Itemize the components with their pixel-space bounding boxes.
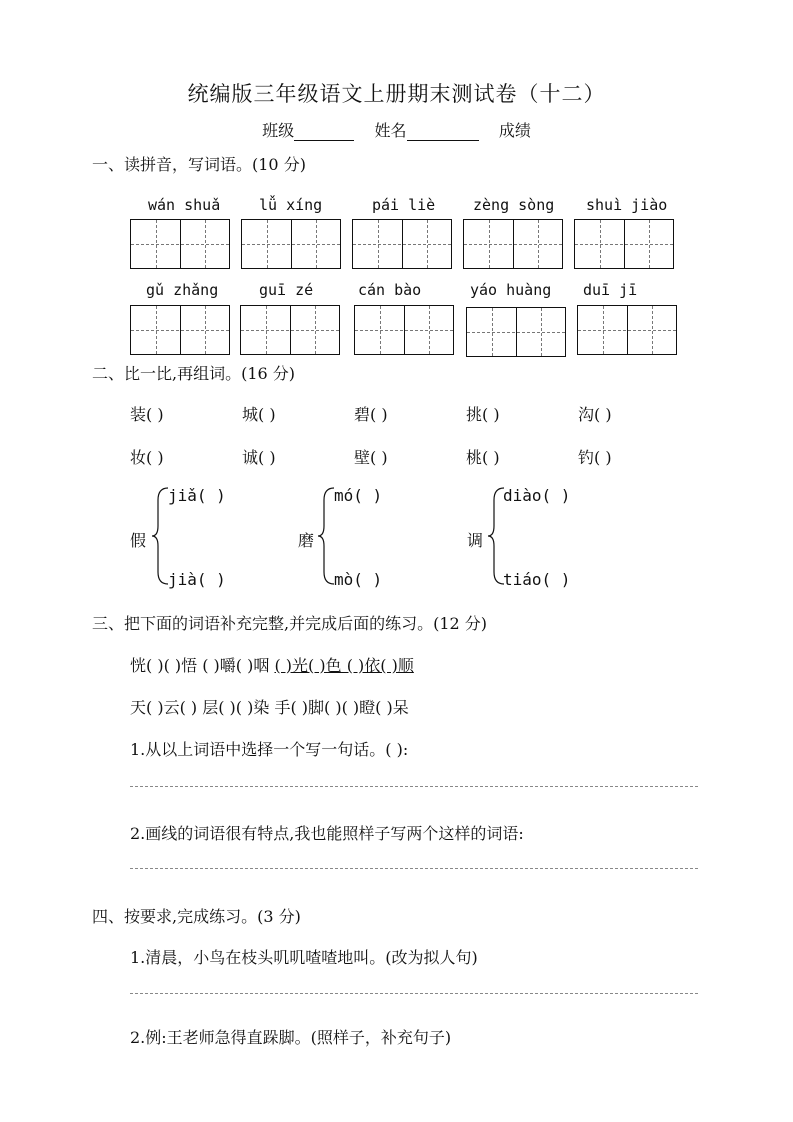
- writing-grid[interactable]: [130, 219, 230, 269]
- compare-item[interactable]: 诚( ): [242, 448, 276, 467]
- answer-line[interactable]: [130, 786, 698, 787]
- compare-item[interactable]: 桃( ): [466, 448, 500, 467]
- compare-item[interactable]: 碧( ): [354, 405, 388, 424]
- pinyin-label: gǔ zhǎng: [146, 281, 219, 299]
- compare-item[interactable]: 沟( ): [578, 405, 612, 424]
- class-label: 班级: [262, 121, 295, 140]
- pinyin-label: pái liè: [372, 196, 436, 214]
- polyphone-top[interactable]: mó( ): [334, 486, 383, 505]
- question-3-2: 2.画线的词语很有特点,我也能照样子写两个这样的词语:: [130, 824, 524, 843]
- compare-item[interactable]: 城( ): [242, 405, 276, 424]
- compare-item[interactable]: 妆( ): [130, 448, 164, 467]
- class-field[interactable]: [294, 124, 354, 141]
- question-4-2: 2.例:王老师急得直跺脚。(照样子，补充句子): [130, 1028, 452, 1047]
- polyphone-top[interactable]: jiǎ( ): [168, 486, 226, 505]
- writing-grid[interactable]: [130, 305, 230, 355]
- polyphone-char: 调: [467, 531, 484, 550]
- page-title: 统编版三年级语文上册期末测试卷（十二）: [187, 82, 606, 106]
- pinyin-label: yáo huàng: [470, 281, 552, 299]
- writing-grid[interactable]: [241, 219, 341, 269]
- pinyin-label: zèng sòng: [473, 196, 555, 214]
- brace-icon: [316, 486, 336, 586]
- writing-grid[interactable]: [354, 305, 454, 355]
- writing-grid[interactable]: [352, 219, 452, 269]
- writing-grid[interactable]: [574, 219, 674, 269]
- polyphone-char: 假: [130, 531, 147, 550]
- underlined-idioms: ( )光( )色 ( )依( )顺: [274, 656, 414, 675]
- pinyin-label: cán bào: [358, 281, 422, 299]
- polyphone-top[interactable]: diào( ): [503, 486, 571, 505]
- student-info: [0, 118, 793, 141]
- name-field[interactable]: [407, 124, 479, 141]
- writing-grid[interactable]: [240, 305, 340, 355]
- name-label: 姓名: [374, 121, 407, 140]
- compare-item[interactable]: 装( ): [130, 405, 164, 424]
- brace-icon: [150, 486, 170, 586]
- pinyin-label: duī jī: [583, 281, 638, 299]
- polyphone-bottom[interactable]: mò( ): [334, 570, 383, 589]
- polyphone-char: 磨: [298, 531, 315, 550]
- section4-heading: 四、按要求,完成练习。(3 分): [92, 907, 301, 926]
- writing-grid[interactable]: [577, 305, 677, 355]
- idiom-row[interactable]: [130, 653, 414, 676]
- compare-item[interactable]: 钓( ): [578, 448, 612, 467]
- score-label: 成绩: [498, 121, 531, 140]
- question-3-1: 1.从以上词语中选择一个写一句话。( ):: [130, 740, 409, 759]
- polyphone-bottom[interactable]: jià( ): [168, 570, 226, 589]
- answer-line[interactable]: [130, 993, 698, 994]
- writing-grid[interactable]: [466, 307, 566, 357]
- section1-heading: 一、读拼音，写词语。(10 分): [92, 155, 306, 174]
- section3-heading: 三、把下面的词语补充完整,并完成后面的练习。(12 分): [92, 614, 488, 633]
- pinyin-label: wán shuǎ: [148, 196, 221, 214]
- pinyin-label: shuì jiào: [586, 196, 668, 214]
- writing-grid[interactable]: [463, 219, 563, 269]
- pinyin-label: lǚ xíng: [259, 196, 323, 214]
- section2-heading: 二、比一比,再组词。(16 分): [92, 364, 296, 383]
- idiom-row[interactable]: 天( )云( ) 层( )( )染 手( )脚( )( )瞪( )呆: [130, 698, 409, 717]
- polyphone-bottom[interactable]: tiáo( ): [503, 570, 571, 589]
- compare-item[interactable]: 挑( ): [466, 405, 500, 424]
- question-4-1: 1.清晨，小鸟在枝头叽叽喳喳地叫。(改为拟人句): [130, 948, 478, 967]
- idiom-text: 恍( )( )悟 ( )嚼( )咽: [130, 656, 270, 675]
- compare-item[interactable]: 壁( ): [354, 448, 388, 467]
- pinyin-label: guī zé: [259, 281, 314, 299]
- answer-line[interactable]: [130, 868, 698, 869]
